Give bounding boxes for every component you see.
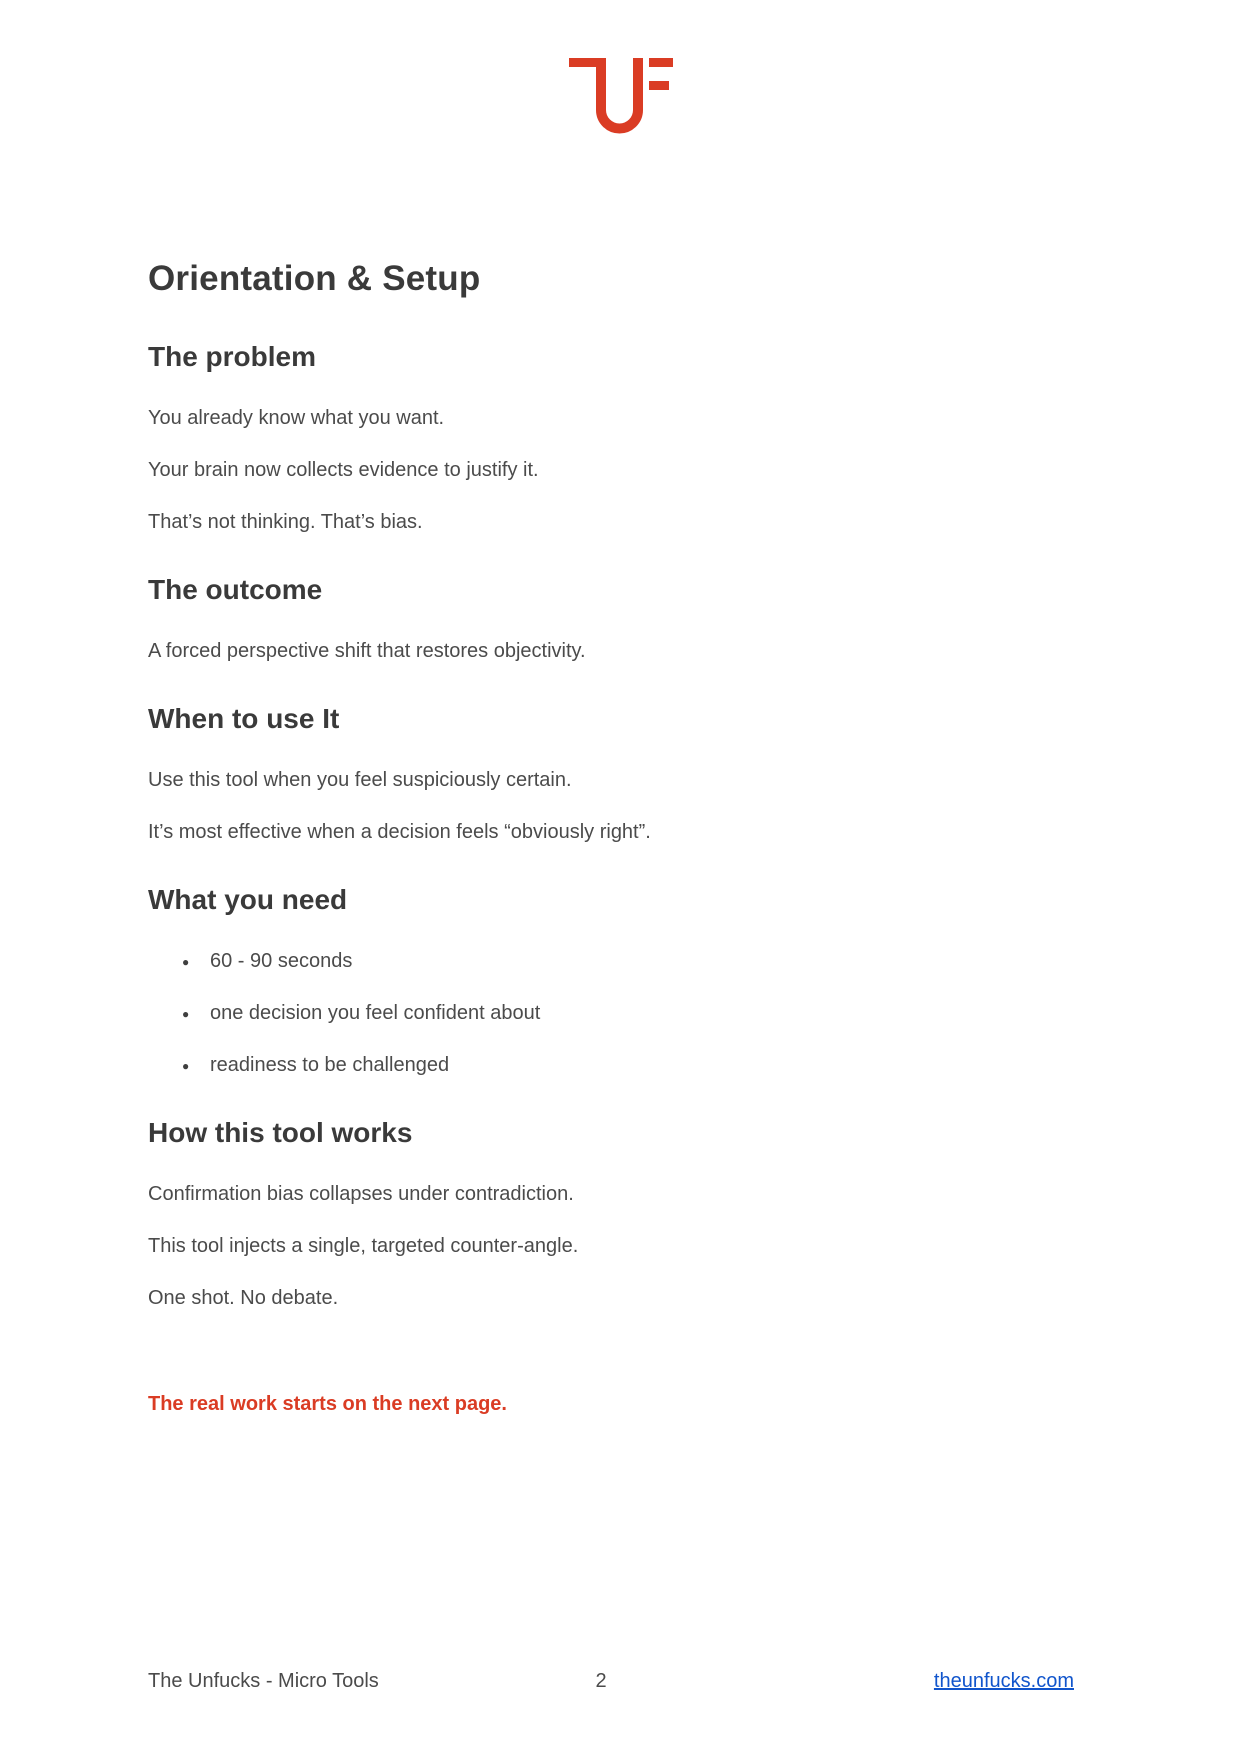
page-footer: [148, 1668, 1074, 1694]
paragraph: One shot. No debate.: [148, 1287, 339, 1309]
document-content: [0, 256, 1242, 1417]
footer-page-number: 2: [595, 1670, 607, 1692]
logo-f-mid-bar: [649, 81, 669, 90]
footer-link[interactable]: theunfucks.com: [933, 1670, 1074, 1692]
logo-t-bar: [569, 58, 596, 67]
requirements-list: [148, 948, 1094, 1078]
paragraph: A forced perspective shift that restores objectivity.: [148, 640, 586, 662]
paragraph: Confirmation bias collapses under contradiction.: [148, 1183, 574, 1205]
tuf-brand-logo-icon: [569, 58, 673, 134]
footer-document-title: The Unfucks - Micro Tools: [148, 1670, 379, 1692]
section-heading-outcome: The outcome: [148, 574, 323, 605]
list-item: ● 60 - 90 seconds: [148, 948, 1094, 974]
paragraph: You already know what you want.: [148, 407, 445, 429]
logo-f-top-bar: [649, 58, 673, 67]
section-heading-when-to-use: When to use It: [148, 703, 340, 734]
paragraph: This tool injects a single, targeted counter-angle.: [148, 1235, 579, 1257]
paragraph: Your brain now collects evidence to justify it.: [148, 459, 539, 481]
paragraph: It’s most effective when a decision feels “obviously right”.: [148, 821, 651, 843]
callout-text: The real work starts on the next page.: [148, 1393, 507, 1415]
paragraph: That’s not thinking. That’s bias.: [148, 511, 423, 533]
logo-u-stroke: [601, 58, 638, 129]
page-title: Orientation & Setup: [148, 259, 481, 298]
section-heading-what-you-need: What you need: [148, 884, 348, 915]
list-item: ● readiness to be challenged: [148, 1052, 1094, 1078]
section-heading-how-it-works: How this tool works: [148, 1117, 413, 1148]
paragraph: Use this tool when you feel suspiciously certain.: [148, 769, 572, 791]
section-heading-problem: The problem: [148, 341, 317, 372]
list-item: ● one decision you feel confident about: [148, 1000, 1094, 1026]
